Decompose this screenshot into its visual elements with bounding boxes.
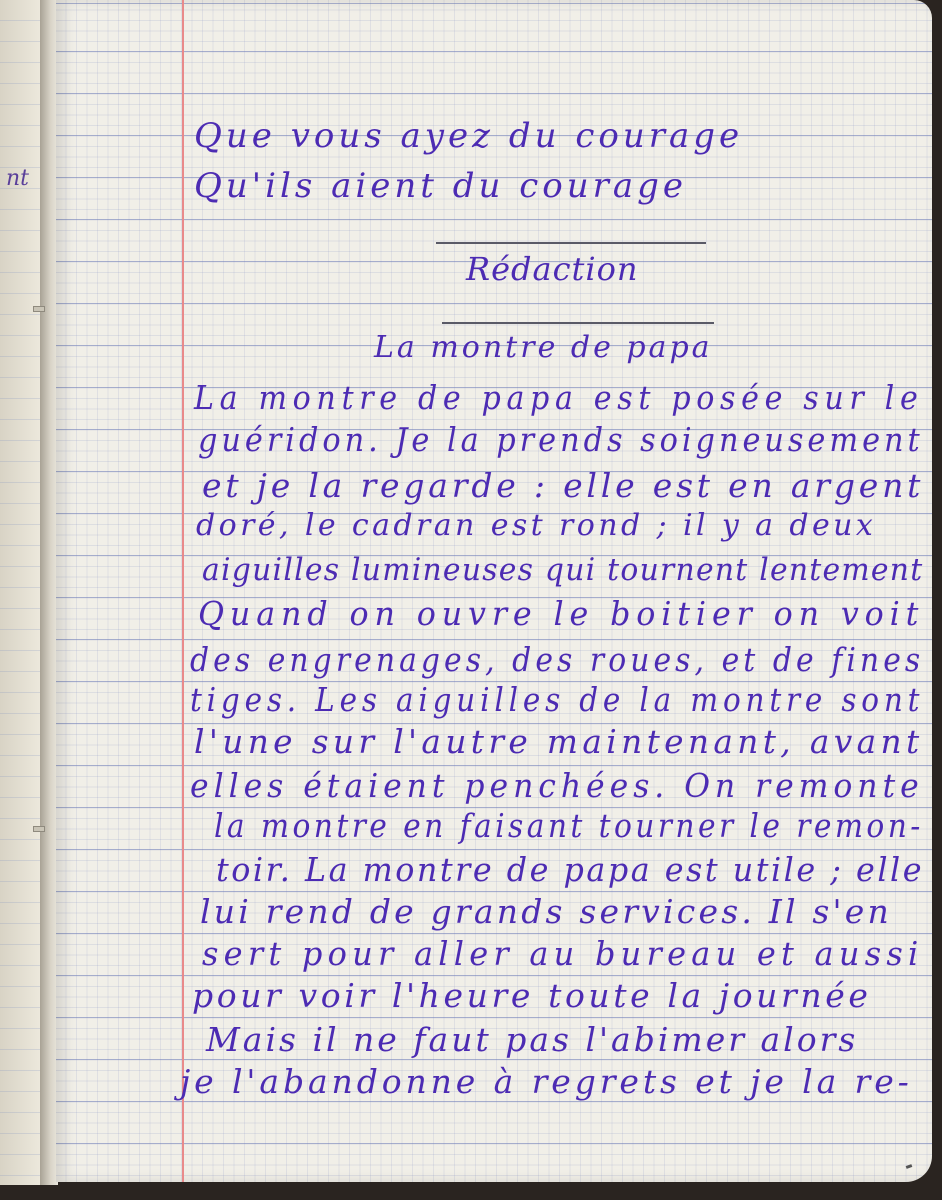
essay-line: l'une sur l'autre maintenant, avant — [194, 722, 924, 761]
exercise-line: Que vous ayez du courage — [194, 116, 744, 156]
essay-line: elles étaient penchées. On remonte — [190, 766, 924, 805]
essay-title: La montre de papa — [374, 330, 713, 365]
essay-line: sert pour aller au bureau et aussi — [202, 934, 924, 973]
heading-rule-top — [436, 242, 706, 244]
binding-staple — [33, 306, 45, 312]
previous-page-edge — [0, 0, 41, 1185]
essay-line: toir. La montre de papa est utile ; elle — [216, 850, 925, 889]
heading-rule-bottom — [442, 322, 714, 324]
essay-line: guéridon. Je la prends soigneusement — [198, 420, 924, 459]
essay-line: Quand on ouvre le boitier on voit — [198, 594, 925, 633]
notebook-page — [56, 0, 932, 1182]
exercise-line: Qu'ils aient du courage — [194, 166, 688, 206]
essay-line: tiges. Les aiguilles de la montre sont — [190, 680, 925, 719]
binding-staple — [33, 826, 45, 832]
essay-line: La montre de papa est posée sur le — [194, 378, 924, 417]
essay-line: doré, le cadran est rond ; il y a deux — [196, 508, 877, 543]
essay-line: pour voir l'heure toute la journée — [192, 976, 872, 1015]
essay-line: je l'abandonne à regrets et je la re- — [180, 1062, 913, 1101]
previous-page-fragment: nt — [6, 166, 30, 191]
essay-line: lui rend de grands services. Il s'en — [200, 892, 892, 931]
essay-line: des engrenages, des roues, et de fines — [190, 640, 925, 679]
essay-line: la montre en faisant tourner le remon- — [214, 806, 924, 845]
essay-line: et je la regarde : elle est en argent — [202, 466, 925, 505]
essay-line: aiguilles lumineuses qui tournent lentement — [202, 552, 924, 588]
section-heading: Rédaction — [466, 250, 639, 288]
handwritten-text — [56, 0, 932, 1182]
essay-line: Mais il ne faut pas l'abimer alors — [206, 1020, 859, 1059]
